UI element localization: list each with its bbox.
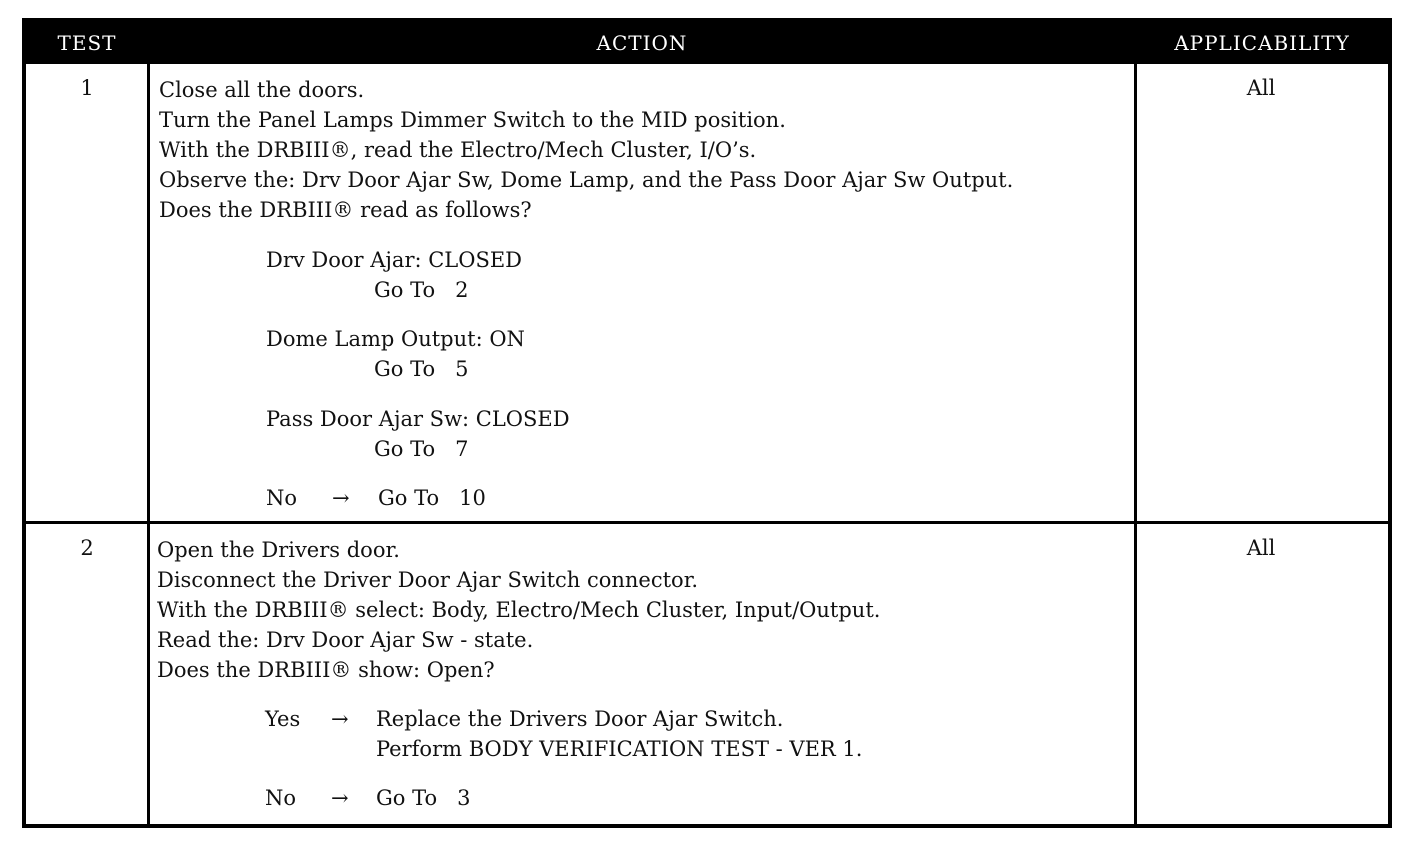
row-1-line: With the DRBIII®, read the Electro/Mech Cluster, I/O’s. (159, 138, 757, 162)
row-2-applicability: All (1246, 536, 1276, 560)
row-1-outcome-goto: Go To 2 (374, 278, 469, 302)
row-1-outcome-label: Drv Door Ajar: CLOSED (266, 248, 523, 272)
arrow-icon: → (332, 486, 350, 510)
arrow-icon: → (331, 707, 349, 731)
row-divider (26, 521, 1388, 524)
row-2-no-action: Go To 3 (376, 786, 471, 810)
row-1-line: Turn the Panel Lamps Dimmer Switch to the MID position. (159, 108, 786, 132)
column-divider (1134, 64, 1137, 824)
header-test: TEST (57, 31, 117, 55)
column-divider (147, 64, 150, 824)
row-2-line: With the DRBIII® select: Body, Electro/Mech Cluster, Input/Output. (157, 598, 881, 622)
row-1-line: Close all the doors. (159, 78, 365, 102)
row-1-no-action: Go To 10 (378, 486, 486, 510)
row-1-outcome-label: Dome Lamp Output: ON (266, 327, 525, 351)
row-1-line: Does the DRBIII® read as follows? (159, 198, 532, 222)
row-1-outcome-label: Pass Door Ajar Sw: CLOSED (266, 407, 570, 431)
row-1-outcome-goto: Go To 7 (374, 437, 469, 461)
row-1-outcome-goto: Go To 5 (374, 357, 469, 381)
row-2-line: Open the Drivers door. (157, 538, 400, 562)
row-1-line: Observe the: Drv Door Ajar Sw, Dome Lamp, and the Pass Door Ajar Sw Output. (159, 168, 1014, 192)
row-1-test-number: 1 (80, 76, 94, 100)
row-2-line: Disconnect the Driver Door Ajar Switch connector. (157, 568, 699, 592)
header-action: ACTION (596, 31, 688, 55)
row-1-no-label: No (266, 486, 298, 510)
header-applicability: APPLICABILITY (1174, 31, 1350, 55)
row-2-yes-label: Yes (265, 707, 301, 731)
row-2-no-label: No (265, 786, 297, 810)
row-2-yes-action: Perform BODY VERIFICATION TEST - VER 1. (376, 737, 863, 761)
row-1-applicability: All (1246, 76, 1276, 100)
row-2-yes-action: Replace the Drivers Door Ajar Switch. (376, 707, 784, 731)
row-2-line: Read the: Drv Door Ajar Sw - state. (157, 628, 534, 652)
table-header (26, 22, 1388, 64)
row-2-line: Does the DRBIII® show: Open? (157, 658, 495, 682)
row-2-test-number: 2 (80, 536, 94, 560)
arrow-icon: → (331, 786, 349, 810)
diagnostic-table (22, 18, 1392, 828)
